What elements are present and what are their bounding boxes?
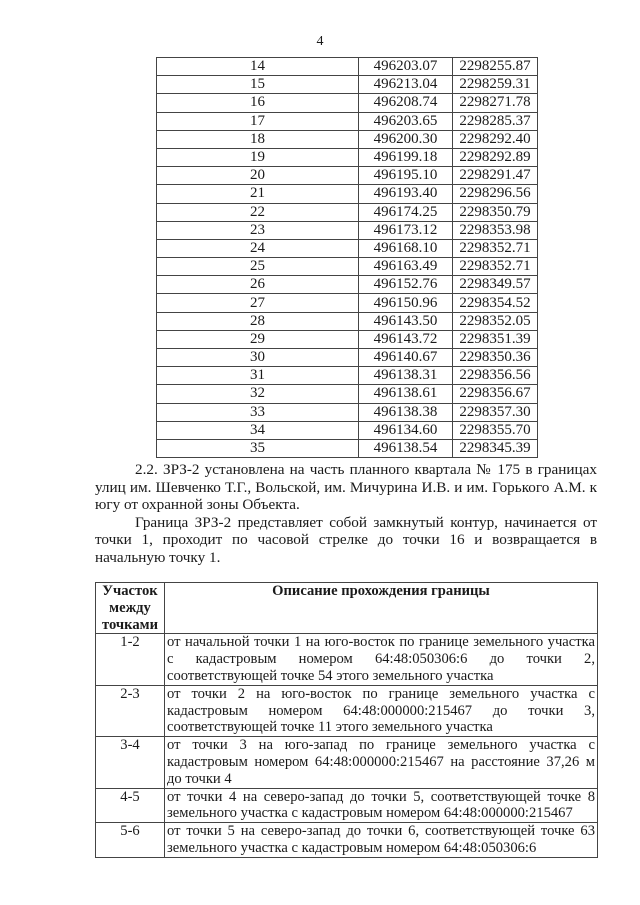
point-number: 32 [157, 385, 359, 403]
y-coordinate: 2298345.39 [453, 439, 538, 457]
y-coordinate: 2298291.47 [453, 167, 538, 185]
point-number: 16 [157, 94, 359, 112]
table-row [157, 148, 538, 166]
y-coordinate: 2298349.57 [453, 276, 538, 294]
table-row [157, 258, 538, 276]
x-coordinate: 496203.07 [359, 58, 453, 76]
description-cell: от начальной точки 1 на юго-восток по границе земельного участка с кадастровым номером 64:48:050306:6 до точки 2, соответствующей точке 54 этого земельного участка [165, 634, 598, 685]
y-coordinate: 2298350.79 [453, 203, 538, 221]
x-coordinate: 496203.65 [359, 112, 453, 130]
table-row [157, 349, 538, 367]
segment-cell: 1-2 [96, 634, 165, 685]
table-row [96, 685, 598, 736]
x-coordinate: 496152.76 [359, 276, 453, 294]
point-number: 27 [157, 294, 359, 312]
table-row [157, 239, 538, 257]
page-number: 4 [316, 34, 324, 49]
point-number: 15 [157, 76, 359, 94]
y-coordinate: 2298255.87 [453, 58, 538, 76]
x-coordinate: 496138.54 [359, 439, 453, 457]
table-row [157, 421, 538, 439]
y-coordinate: 2298357.30 [453, 403, 538, 421]
x-coordinate: 496143.50 [359, 312, 453, 330]
point-number: 18 [157, 130, 359, 148]
segment-cell: 4-5 [96, 788, 165, 823]
x-coordinate: 496138.31 [359, 367, 453, 385]
y-coordinate: 2298352.05 [453, 312, 538, 330]
coordinates-table [156, 57, 538, 458]
point-number: 30 [157, 349, 359, 367]
table-row [96, 788, 598, 823]
table-row [157, 294, 538, 312]
x-coordinate: 496140.67 [359, 349, 453, 367]
segment-cell: 5-6 [96, 823, 165, 858]
point-number: 34 [157, 421, 359, 439]
x-coordinate: 496138.38 [359, 403, 453, 421]
x-coordinate: 496199.18 [359, 148, 453, 166]
y-coordinate: 2298353.98 [453, 221, 538, 239]
table-row [96, 634, 598, 685]
x-coordinate: 496173.12 [359, 221, 453, 239]
table-row [157, 167, 538, 185]
x-coordinate: 496193.40 [359, 185, 453, 203]
table-row [157, 203, 538, 221]
point-number: 26 [157, 276, 359, 294]
table-row [96, 737, 598, 788]
table-row [157, 112, 538, 130]
point-number: 14 [157, 58, 359, 76]
paragraph-zone-description: 2.2. ЗРЗ-2 установлена на часть планного квартала № 175 в границах улиц им. Шевченко Т.Г., Вольской, им. Мичурина И.В. и им. Горького А.М. к югу от охранной зоны Объекта. [95, 461, 597, 514]
point-number: 24 [157, 239, 359, 257]
x-coordinate: 496208.74 [359, 94, 453, 112]
x-coordinate: 496138.61 [359, 385, 453, 403]
description-cell: от точки 4 на северо-запад до точки 5, соответствующей точке 8 земельного участка с кадастровым номером 64:48:000000:215467 [165, 788, 598, 823]
section-text [95, 461, 597, 567]
segment-cell: 3-4 [96, 737, 165, 788]
point-number: 20 [157, 167, 359, 185]
x-coordinate: 496163.49 [359, 258, 453, 276]
table-row [157, 76, 538, 94]
description-cell: от точки 3 на юго-запад по границе земельного участка с кадастровым номером 64:48:000000:215467 на расстояние 37,26 м до точки 4 [165, 737, 598, 788]
table-row [96, 823, 598, 858]
y-coordinate: 2298296.56 [453, 185, 538, 203]
header-description: Описание прохождения границы [165, 583, 598, 634]
y-coordinate: 2298350.36 [453, 349, 538, 367]
point-number: 19 [157, 148, 359, 166]
x-coordinate: 496143.72 [359, 330, 453, 348]
y-coordinate: 2298259.31 [453, 76, 538, 94]
table-row [157, 403, 538, 421]
x-coordinate: 496150.96 [359, 294, 453, 312]
table-row [157, 330, 538, 348]
description-cell: от точки 2 на юго-восток по границе земельного участка с кадастровым номером 64:48:000000:215467 до точки 3, соответствующей точке 11 этого земельного участка [165, 685, 598, 736]
table-row [157, 58, 538, 76]
point-number: 29 [157, 330, 359, 348]
table-row [157, 130, 538, 148]
y-coordinate: 2298285.37 [453, 112, 538, 130]
x-coordinate: 496195.10 [359, 167, 453, 185]
table-row [157, 385, 538, 403]
segment-cell: 2-3 [96, 685, 165, 736]
y-coordinate: 2298271.78 [453, 94, 538, 112]
point-number: 35 [157, 439, 359, 457]
table-row [157, 94, 538, 112]
table-row [157, 312, 538, 330]
paragraph-boundary-description: Граница ЗРЗ-2 представляет собой замкнутый контур, начинается от точки 1, проходит по часовой стрелке до точки 16 и возвращается в начальную точку 1. [95, 513, 597, 566]
header-segment: Участок между точками [96, 583, 165, 634]
y-coordinate: 2298352.71 [453, 258, 538, 276]
x-coordinate: 496200.30 [359, 130, 453, 148]
x-coordinate: 496174.25 [359, 203, 453, 221]
point-number: 25 [157, 258, 359, 276]
table-row [157, 439, 538, 457]
y-coordinate: 2298352.71 [453, 239, 538, 257]
point-number: 22 [157, 203, 359, 221]
y-coordinate: 2298354.52 [453, 294, 538, 312]
y-coordinate: 2298292.40 [453, 130, 538, 148]
x-coordinate: 496168.10 [359, 239, 453, 257]
x-coordinate: 496134.60 [359, 421, 453, 439]
point-number: 33 [157, 403, 359, 421]
point-number: 28 [157, 312, 359, 330]
description-cell: от точки 5 на северо-запад до точки 6, соответствующей точке 63 земельного участка с кадастровым номером 64:48:050306:6 [165, 823, 598, 858]
point-number: 23 [157, 221, 359, 239]
y-coordinate: 2298292.89 [453, 148, 538, 166]
point-number: 21 [157, 185, 359, 203]
y-coordinate: 2298356.67 [453, 385, 538, 403]
point-number: 17 [157, 112, 359, 130]
y-coordinate: 2298351.39 [453, 330, 538, 348]
table-row [157, 367, 538, 385]
x-coordinate: 496213.04 [359, 76, 453, 94]
boundary-description-table [95, 582, 598, 858]
table-header-row [96, 583, 598, 634]
point-number: 31 [157, 367, 359, 385]
y-coordinate: 2298356.56 [453, 367, 538, 385]
table-row [157, 185, 538, 203]
table-row [157, 276, 538, 294]
table-row [157, 221, 538, 239]
y-coordinate: 2298355.70 [453, 421, 538, 439]
